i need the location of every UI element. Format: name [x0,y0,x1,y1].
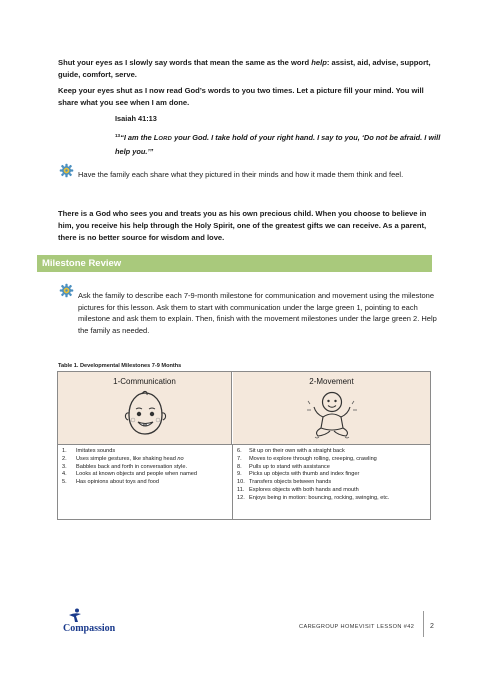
item-number: 3. [62,463,67,470]
table-caption: Table 1. Developmental Milestones 7-9 Months [58,363,182,369]
communication-milestones-list [62,448,228,487]
item-number: 2. [62,455,67,462]
section-header-bar [37,255,432,272]
item-text: Pulls up to stand with assistance [249,463,330,470]
list-item [62,448,228,456]
list-item [237,464,427,472]
item-text [76,456,184,464]
verse-part: “I am the L [120,133,159,142]
item-text: Picks up objects with thumb and index finger [249,471,360,478]
instruction-text: Shut your eyes as I slowly say words that mean the same as the word [58,58,312,67]
item-text: Moves to explore through rolling, creeping, crawling [249,455,377,462]
movement-milestones-list [237,448,427,503]
communication-column-title: 1-Communication [113,377,176,386]
list-item [237,471,427,479]
verse-smallcaps: ORD [158,136,173,142]
instruction-paragraph-3: There is a God who sees you and treats you as his own precious child. When you choose to believe in him, you receive his help through the Holy Spirit, one of the greatest gifts we can receive. As a parent, there is no better source for wisdom and love. [58,209,427,242]
movement-header-cell [233,372,430,444]
item-text-part: Uses simple gestures, like shaking head [76,455,178,462]
list-item [62,471,228,479]
item-number: 10. [237,479,245,486]
list-item [237,448,427,456]
movement-column-title: 2-Movement [309,377,354,386]
item-number: 6. [237,448,242,454]
item-number: 4. [62,471,67,478]
verse-part: your God. I take hold of your right hand. I say to you, ‘Do not be afraid. I will help you.’” [115,133,441,156]
verse-reference: Isaiah 41:13 [115,114,157,123]
gear-icon [59,163,74,178]
instruction-paragraph-1 [58,57,440,80]
item-text: Sit up on their own with a straight back [249,448,345,454]
compassion-logo [63,608,125,638]
logo-figure-icon [68,608,82,623]
item-text: Transfers objects between hands [249,479,332,486]
item-number: 12. [237,494,245,501]
list-item [62,464,228,472]
item-number: 8. [237,463,242,470]
list-item [237,456,427,464]
footer-lesson-label: CAREGROUP HOMEVISIT LESSON #42 [299,624,415,630]
emphasis-word: help [311,58,327,67]
list-item [62,456,228,464]
communication-header-cell [58,372,232,444]
item-number: 5. [62,479,67,486]
list-item [237,479,427,487]
item-text: Looks at known objects and people when named [76,471,197,478]
item-number: 9. [237,471,242,478]
milestones-table [57,371,431,520]
verse-number: 13 [115,133,121,138]
gear-icon [59,283,74,298]
item-text: Enjoys being in motion: bouncing, rocking, swinging, etc. [249,494,390,501]
sitting-baby-illustration [306,388,358,440]
item-number: 7. [237,455,242,462]
list-item [237,495,427,503]
item-number: 11. [237,486,245,493]
item-text: Has opinions about toys and food [76,479,160,486]
item-text: Explores objects with both hands and mouth [249,486,359,493]
item-emphasis: no [177,455,184,462]
baby-face-illustration [120,389,170,437]
item-number: 1. [62,448,67,454]
list-item [62,479,228,487]
table-column-divider [232,444,233,519]
item-text: Babbles back and forth in conversation style. [76,463,188,470]
instruction-paragraph-2: Keep your eyes shut as I now read God’s words to you two times. Let a picture fill your mind. You will share what you see when I am done. [58,86,424,107]
instruction-text: : assist, aid, advise, support, guide, comfort, serve. [58,58,431,79]
list-item [237,487,427,495]
activity-instruction-1: Have the family each share what they pictured in their minds and how it made them think and feel. [78,170,404,179]
verse-text [115,130,445,157]
logo-text: Compassion [63,623,116,634]
activity-instruction-2: Ask the family to describe each 7-9-month milestone for communication and movement using the milestone pictures for this lesson. Ask them to start with communication under the large green 1, pointing to each milestone and ask them to explain. Then, finish with the movement milestones under the large green 2. Help the family as needed. [78,291,437,336]
section-title: Milestone Review [42,258,122,269]
page-number: 2 [430,623,434,630]
table-row-divider [58,444,430,445]
footer-divider [423,611,424,637]
item-text: Imitates sounds [76,448,116,454]
